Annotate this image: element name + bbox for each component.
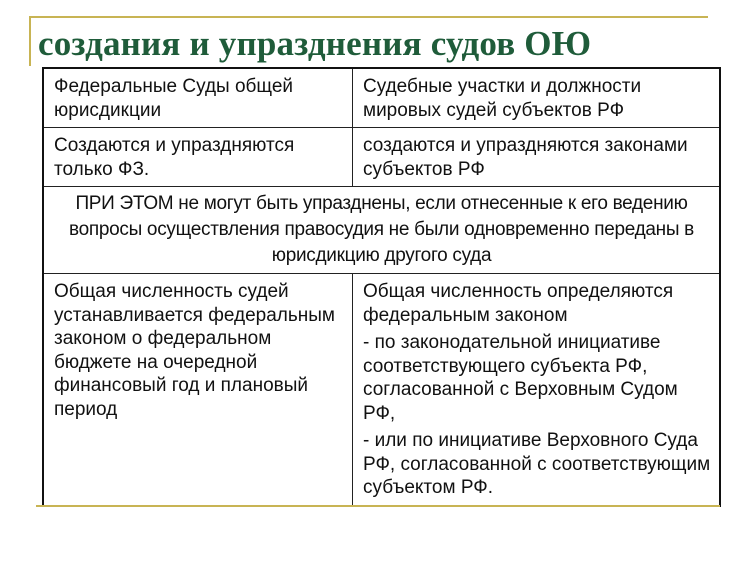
decorative-left-rule	[29, 16, 31, 66]
cell-magistrate-courts: Судебные участки и должности мировых судей субъектов РФ	[353, 68, 721, 128]
cell-federal-judges-number: Общая численность судей устанавливается федеральным законом о федеральном бюджете на очередной финансовый год и плановый период	[43, 274, 353, 506]
cell-magistrate-creation: создаются и упраздняются законами субъектов РФ	[353, 128, 721, 187]
table-row-header	[43, 68, 720, 128]
table-row-number-of-judges	[43, 274, 720, 506]
table-row-note	[43, 187, 720, 274]
paragraph-definition: Общая численность определяются федеральным законом	[363, 281, 674, 326]
slide-title: создания и упразднения судов ОЮ	[38, 24, 592, 63]
table-row-creation	[43, 128, 720, 187]
decorative-bottom-rule	[36, 505, 720, 507]
cell-federal-creation: Создаются и упраздняются только ФЗ.	[43, 128, 353, 187]
decorative-top-rule	[30, 16, 708, 18]
paragraph-supreme-court-initiative: - или по инициативе Верховного Суда РФ, согласованной с соответствующим субъектом РФ.	[363, 430, 711, 498]
paragraph-subject-initiative: - по законодательной инициативе соответствующего субъекта РФ, согласованной с Верховным Судом РФ,	[363, 332, 678, 424]
comparison-table	[42, 67, 721, 507]
cell-abolition-note: ПРИ ЭТОМ не могут быть упразднены, если отнесенные к его ведению вопросы осуществления правосудия не были одновременно переданы в юрисдикцию другого суда	[43, 187, 720, 274]
cell-magistrate-judges-number	[353, 274, 721, 506]
cell-federal-courts: Федеральные Суды общей юрисдикции	[43, 68, 353, 128]
